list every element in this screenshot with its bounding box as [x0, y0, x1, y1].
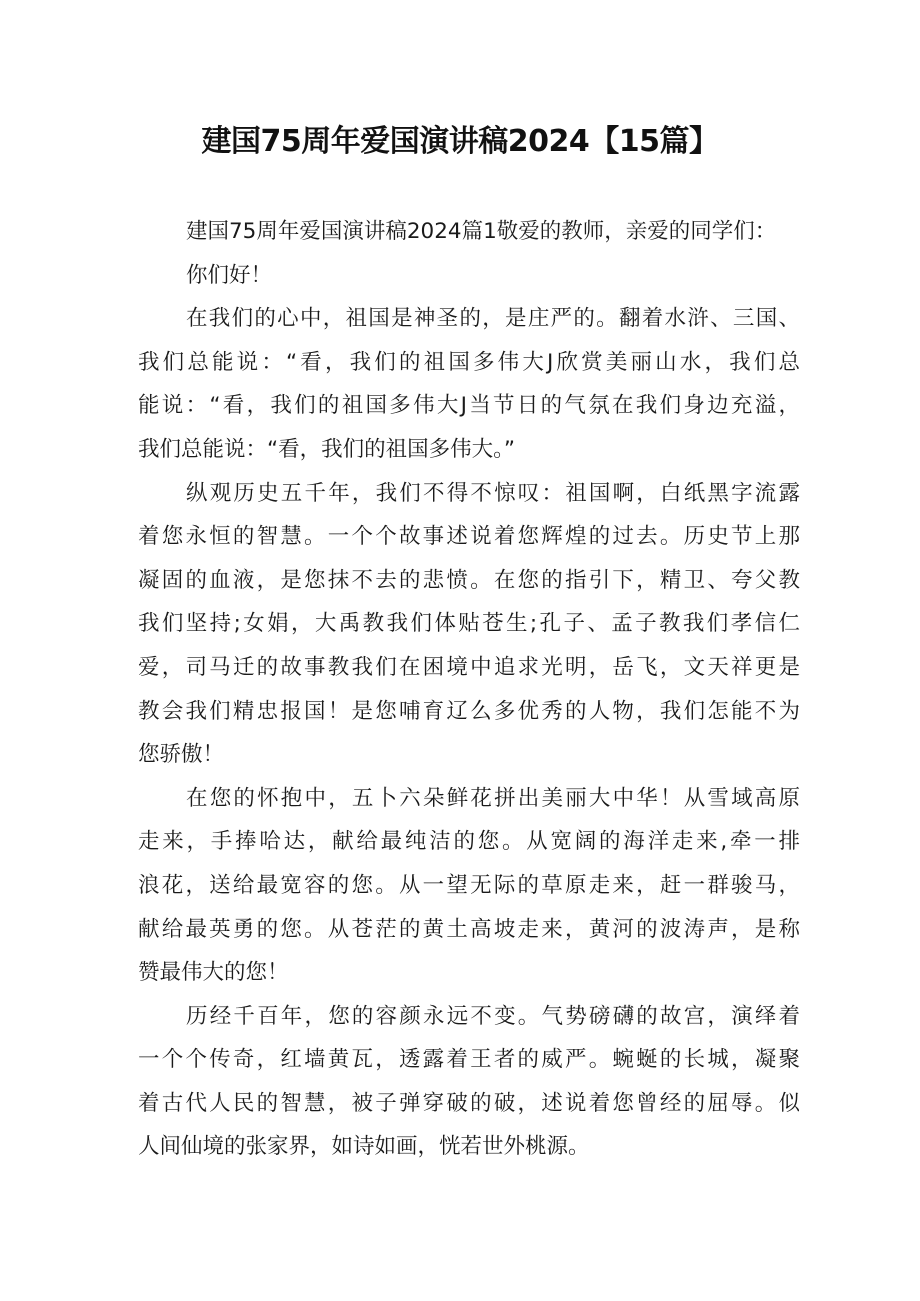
text-line: 一个个传奇，红墙黄瓦，透露着王者的威严。蜿蜒的长城，凝聚 — [138, 1047, 800, 1073]
text-line: 在您的怀抱中，五卜六朵鲜花拼出美丽大中华！从雪域高原 — [186, 785, 800, 811]
paragraph — [138, 254, 800, 298]
text-line: 教会我们精忠报国！是您哺育辽么多优秀的人物，我们怎能不为 — [138, 698, 800, 724]
text-line: 我们总能说：“看，我们的祖国多伟大。” — [138, 436, 516, 462]
text-line: 纵观历史五千年，我们不得不惊叹：祖国啊，白纸黑字流露 — [186, 480, 800, 506]
text-line: 你们好！ — [186, 262, 273, 288]
text-line: 赞最伟大的您！ — [138, 960, 289, 986]
document-body — [138, 210, 800, 1169]
text-line: 献给最英勇的您。从苍茫的黄土高坡走来，黄河的波涛声，是称 — [138, 916, 800, 942]
text-line: 着古代人民的智慧，被子弹穿破的破，述说着您曾经的屈辱。似 — [138, 1090, 800, 1116]
text-line: 我们总能说：“看，我们的祖国多伟大J欣赏美丽山水，我们总 — [138, 349, 800, 375]
text-line: 历经千百年，您的容颜永远不变。气势磅礴的故宫，演绎着 — [186, 1003, 800, 1029]
text-line: 能说：“看，我们的祖国多伟大J当节日的气氛在我们身边充溢， — [138, 393, 800, 419]
text-line: 走来，手捧哈达，献给最纯洁的您。从宽阔的海洋走来,牵一排 — [138, 829, 800, 855]
paragraph — [138, 210, 800, 254]
text-line: 凝固的血液，是您抹不去的悲愤。在您的指引下，精卫、夸父教 — [138, 567, 800, 593]
text-line: 着您永恒的智慧。一个个故事述说着您辉煌的过去。历史节上那 — [138, 524, 800, 550]
text-line: 在我们的心中，祖国是神圣的，是庄严的。翻着水浒、三国、 — [186, 306, 800, 332]
text-line: 爱，司马迁的故事教我们在困境中追求光明，岳飞，文天祥更是 — [138, 654, 800, 680]
paragraph — [138, 777, 800, 995]
paragraph — [138, 995, 800, 1169]
text-line: 建国75周年爱国演讲稿2024篇1敬爱的教师，亲爱的同学们： — [186, 219, 777, 244]
paragraph — [138, 472, 800, 777]
document-title: 建国75周年爱国演讲稿2024【15篇】 — [201, 124, 719, 159]
text-line: 人间仙境的张家界，如诗如画，恍若世外桃源。 — [138, 1134, 590, 1160]
text-line: 您骄傲！ — [138, 742, 225, 768]
text-line: 我们坚持;女娟，大禹教我们体贴苍生;孔子、孟子教我们孝信仁 — [138, 611, 800, 637]
text-line: 浪花，送给最宽容的您。从一望无际的草原走来，赶一群骏马， — [138, 872, 800, 898]
paragraph — [138, 297, 800, 471]
